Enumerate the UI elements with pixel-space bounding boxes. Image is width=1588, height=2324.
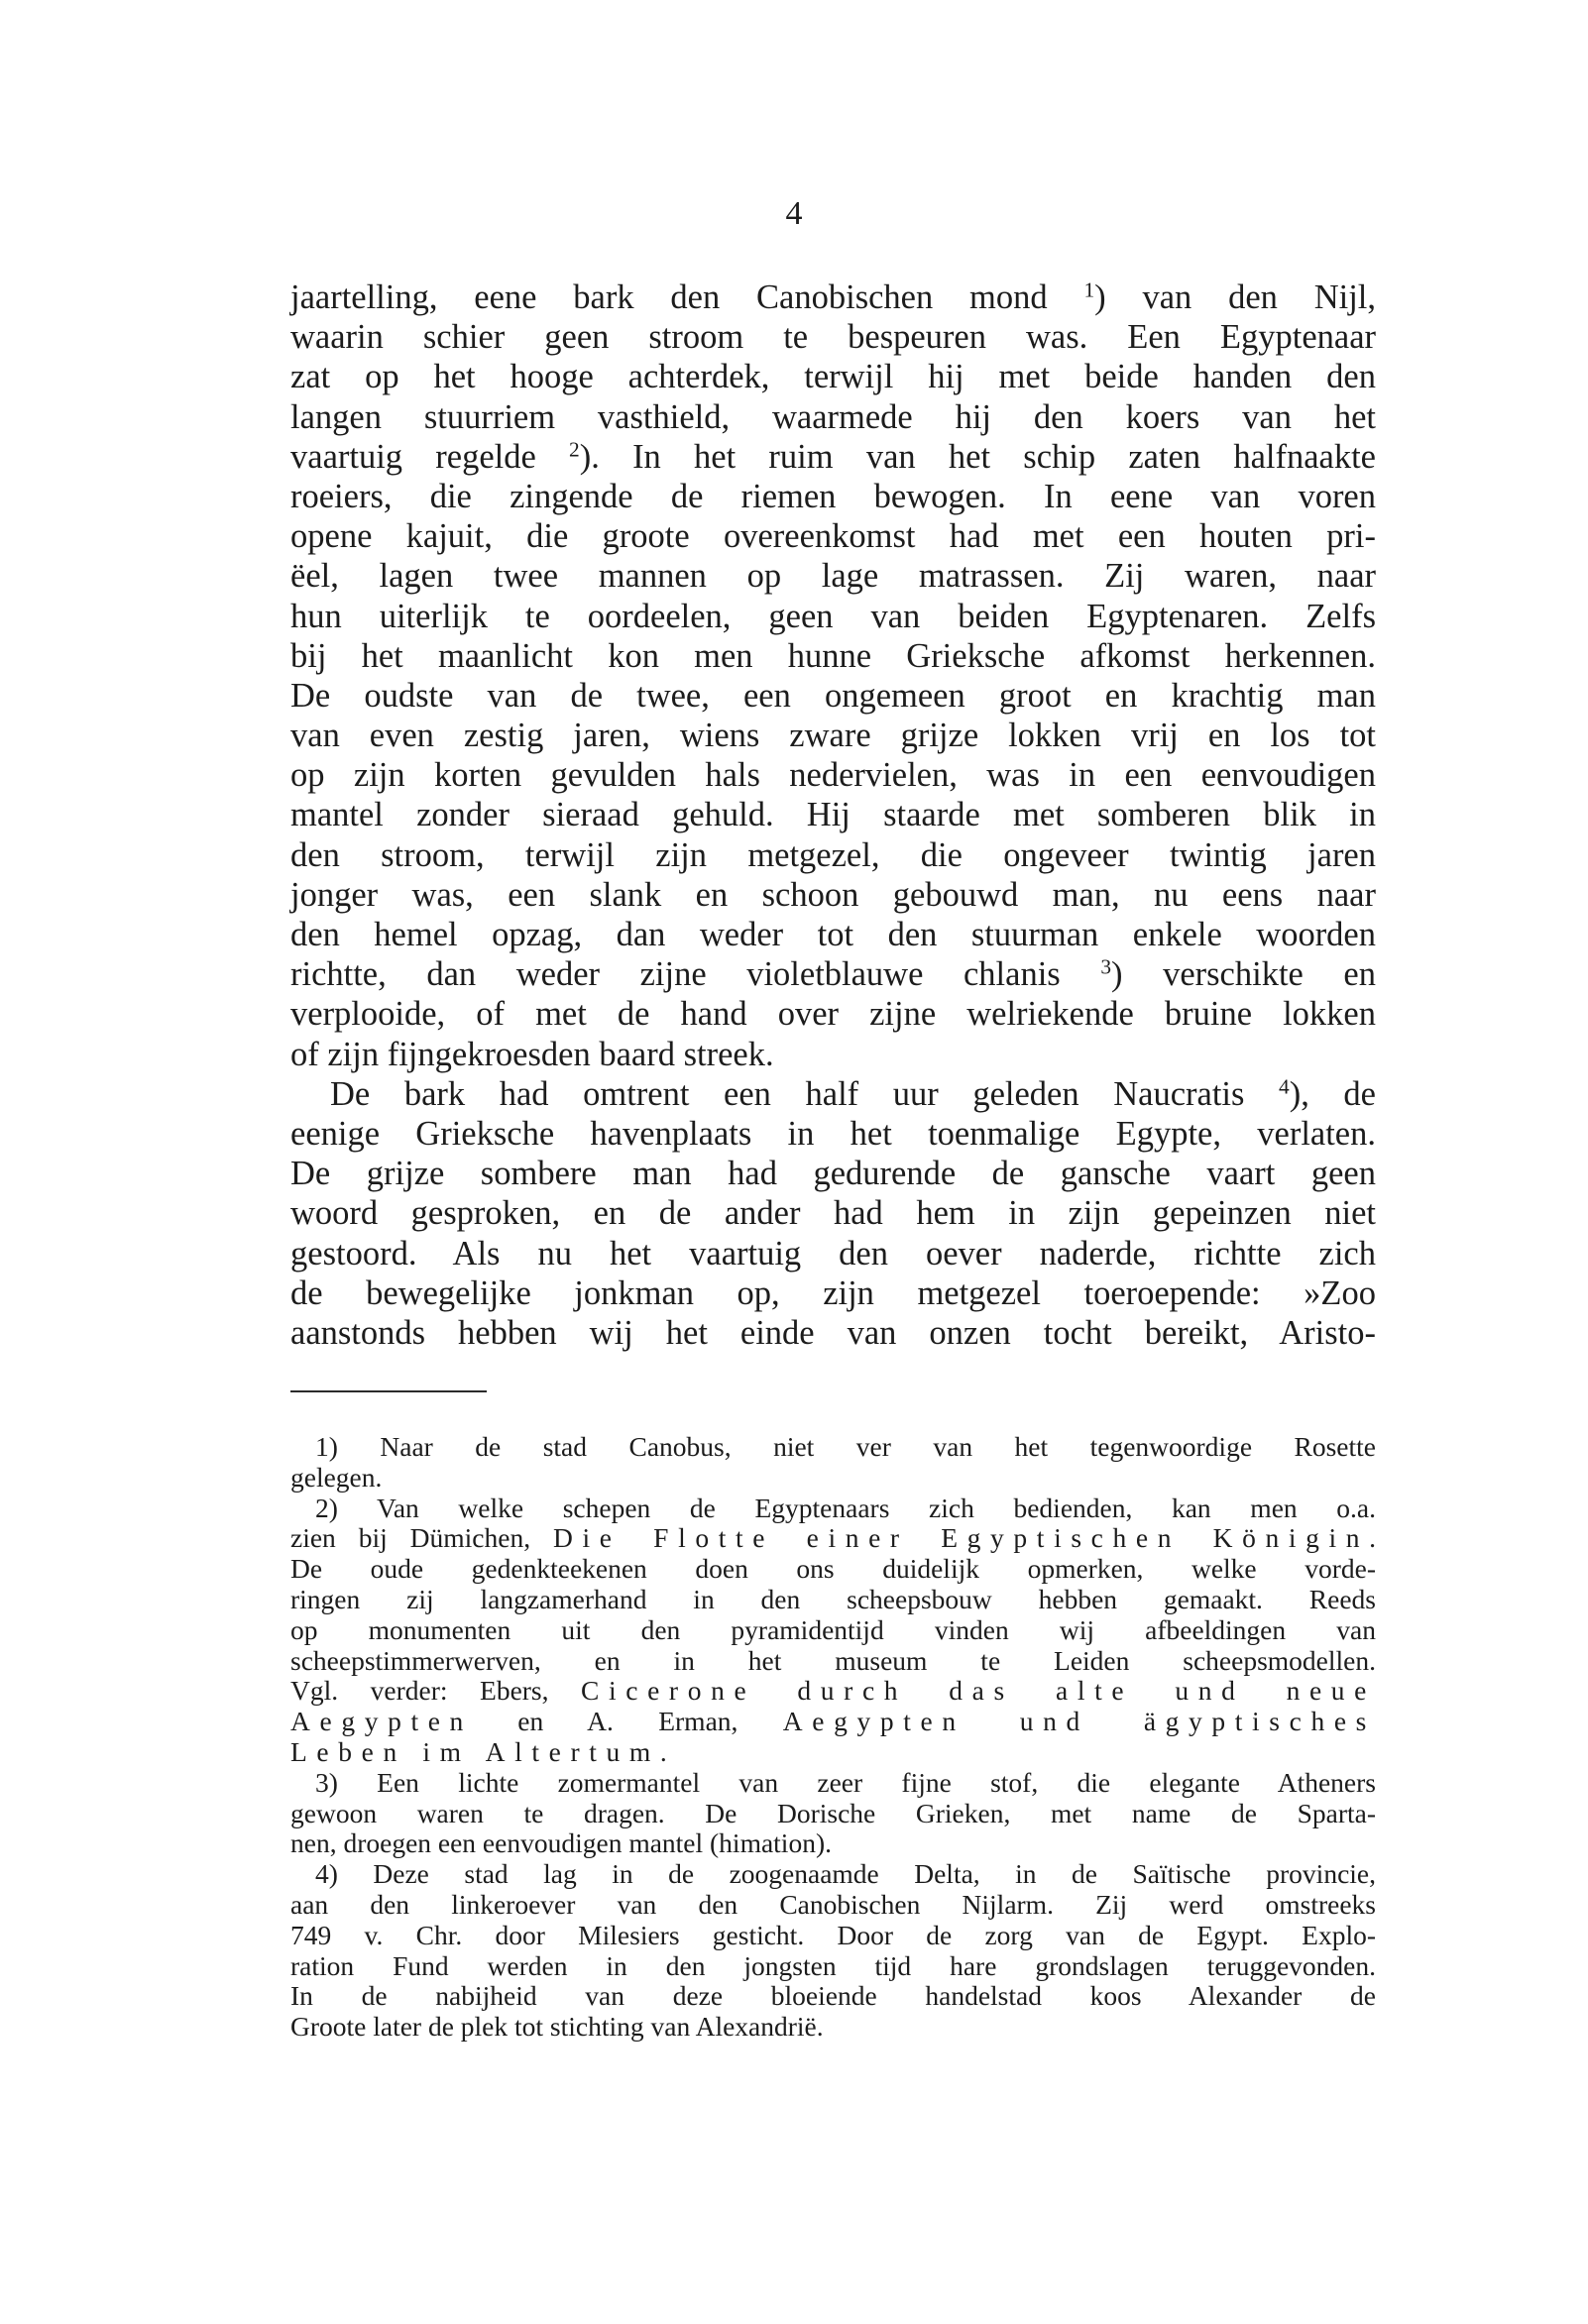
footnote-line: 2) Van welke schepen de Egyptenaars zich bedienden, kan men o.a. bbox=[315, 1492, 1376, 1523]
footnote-line: nen, droegen een eenvoudigen mantel (himation). bbox=[290, 1827, 832, 1859]
body-line: zat op het hooge achterdek, terwijl hij met beide handen den bbox=[290, 358, 1376, 396]
body-line: vaartuig regelde $^2$). In het ruim van het schip zaten halfnaakte bbox=[290, 437, 1376, 476]
body-line: roeiers, die zingende de riemen bewogen. In eene van voren bbox=[290, 477, 1376, 515]
footnote-line: 749 v. Chr. door Milesiers gesticht. Door de zorg van de Egypt. Explo- bbox=[290, 1919, 1376, 1950]
body-line: jaartelling, eene bark den Canobischen mond $^1$) van den Nijl, bbox=[290, 277, 1376, 316]
body-line: ëel, lagen twee mannen op lage matrassen. Zij waren, naar bbox=[290, 557, 1376, 596]
footnote-line: Leben im Altertum. bbox=[290, 1735, 667, 1767]
book-title: Aegypten bbox=[290, 1706, 473, 1737]
page-number: 4 bbox=[785, 195, 803, 232]
footnote-line: 4) Deze stad lag in de zoogenaamde Delta, in de Saïtische provincie, bbox=[315, 1858, 1376, 1890]
body-line: De bark had omtrent een half uur geleden Naucratis $^4$), de bbox=[330, 1074, 1376, 1113]
body-line: aanstonds hebben wij het einde van onzen tocht bereikt, Aristo- bbox=[290, 1313, 1376, 1352]
footnote-line: In de nabijheid van deze bloeiende handelstad koos Alexander de bbox=[290, 1980, 1376, 2012]
footnote-line: gelegen. bbox=[290, 1461, 383, 1493]
footnote-line: Vgl. verder: Ebers, Cicerone durch das alte und neue bbox=[290, 1675, 1376, 1707]
body-line: den hemel opzag, dan weder tot den stuurman enkele woorden bbox=[290, 916, 1376, 953]
footnote-line: zien bij Dümichen, Die Flotte einer Egyptischen Königin. bbox=[290, 1522, 1377, 1554]
body-line: mantel zonder sieraad gehuld. Hij staarde met somberen blik in bbox=[290, 796, 1376, 834]
body-line: of zijn fijngekroesden baard streek. bbox=[290, 1035, 774, 1073]
body-line: van even zestig jaren, wiens zware grijze lokken vrij en los tot bbox=[290, 717, 1376, 755]
footnote-ref: 1 bbox=[1083, 277, 1095, 302]
body-line: den stroom, terwijl zijn metgezel, die ongeveer twintig jaren bbox=[290, 835, 1376, 874]
body-line: eenige Grieksche havenplaats in het toenmalige Egypte, verlaten. bbox=[290, 1114, 1376, 1153]
body-line: De oudste van de twee, een ongemeen groot en krachtig man bbox=[290, 676, 1376, 715]
footnote-line: Aegypten en A. Erman, Aegypten und ägyptisches bbox=[290, 1706, 1376, 1737]
body-line: jonger was, een slank en schoon gebouwd man, nu eens naar bbox=[290, 875, 1376, 914]
footnote-line: ringen zij langzamerhand in den scheepsbouw hebben gemaakt. Reeds bbox=[290, 1583, 1376, 1614]
footnote-line: Groote later de plek tot stichting van Alexandrië. bbox=[290, 2011, 824, 2043]
body-line: opene kajuit, die groote overeenkomst had met een houten pri- bbox=[290, 517, 1376, 556]
body-line: richtte, dan weder zijne violetblauwe chlanis $^3$) verschikte en bbox=[290, 954, 1376, 994]
footnote-line: gewoon waren te dragen. De Dorische Grieken, met name de Sparta- bbox=[290, 1797, 1376, 1828]
body-line: gestoord. Als nu het vaartuig den oever naderde, richtte zich bbox=[290, 1234, 1376, 1273]
body-line: waarin schier geen stroom te bespeuren was. Een Egyptenaar bbox=[290, 318, 1376, 357]
book-title: Die Flotte einer Egyptischen Königin bbox=[553, 1522, 1370, 1554]
body-line: verplooide, of met de hand over zijne welriekende bruine lokken bbox=[290, 995, 1376, 1034]
body-line: De grijze sombere man had gedurende de gansche vaart geen bbox=[290, 1155, 1376, 1193]
book-title: Aegypten und ägyptisches bbox=[782, 1706, 1376, 1737]
footnote-line: scheepstimmerwerven, en in het museum te Leiden scheepsmodellen. bbox=[290, 1644, 1376, 1676]
footnote-ref: 4 bbox=[1279, 1074, 1290, 1098]
footnote-line: aan den linkeroever van den Canobischen Nijlarm. Zij werd omstreeks bbox=[290, 1888, 1376, 1920]
body-text bbox=[290, 277, 1376, 1353]
footnote-line: 3) Een lichte zomermantel van zeer fijne stof, die elegante Atheners bbox=[315, 1766, 1376, 1798]
body-line: woord gesproken, en de ander had hem in zijn gepeinzen niet bbox=[290, 1194, 1376, 1233]
footnote-line: ration Fund werden in den jongsten tijd hare grondslagen teruggevonden. bbox=[290, 1949, 1376, 1981]
body-line: de bewegelijke jonkman op, zijn metgezel toeroepende: »Zoo bbox=[290, 1273, 1376, 1312]
book-title: Cicerone durch das alte und neue bbox=[581, 1675, 1376, 1707]
book-title: Leben im Altertum bbox=[290, 1735, 660, 1767]
footnote-line: op monumenten uit den pyramidentijd vinden wij afbeeldingen van bbox=[290, 1613, 1376, 1645]
footnote-line: De oude gedenkteekenen doen ons duidelijk opmerken, welke vorde- bbox=[290, 1553, 1376, 1585]
footnotes bbox=[290, 1432, 1376, 2043]
body-line: op zijn korten gevulden hals nedervielen, was in een eenvoudigen bbox=[290, 756, 1376, 795]
footnote-ref: 2 bbox=[569, 437, 580, 461]
body-line: hun uiterlijk te oordeelen, geen van beiden Egyptenaren. Zelfs bbox=[290, 597, 1376, 635]
footnote-ref: 3 bbox=[1100, 954, 1111, 979]
footnote-divider bbox=[290, 1390, 487, 1392]
footnote-line: 1) Naar de stad Canobus, niet ver van het tegenwoordige Rosette bbox=[315, 1431, 1376, 1462]
body-line: bij het maanlicht kon men hunne Grieksche afkomst herkennen. bbox=[290, 636, 1376, 675]
body-line: langen stuurriem vasthield, waarmede hij den koers van het bbox=[290, 397, 1376, 436]
